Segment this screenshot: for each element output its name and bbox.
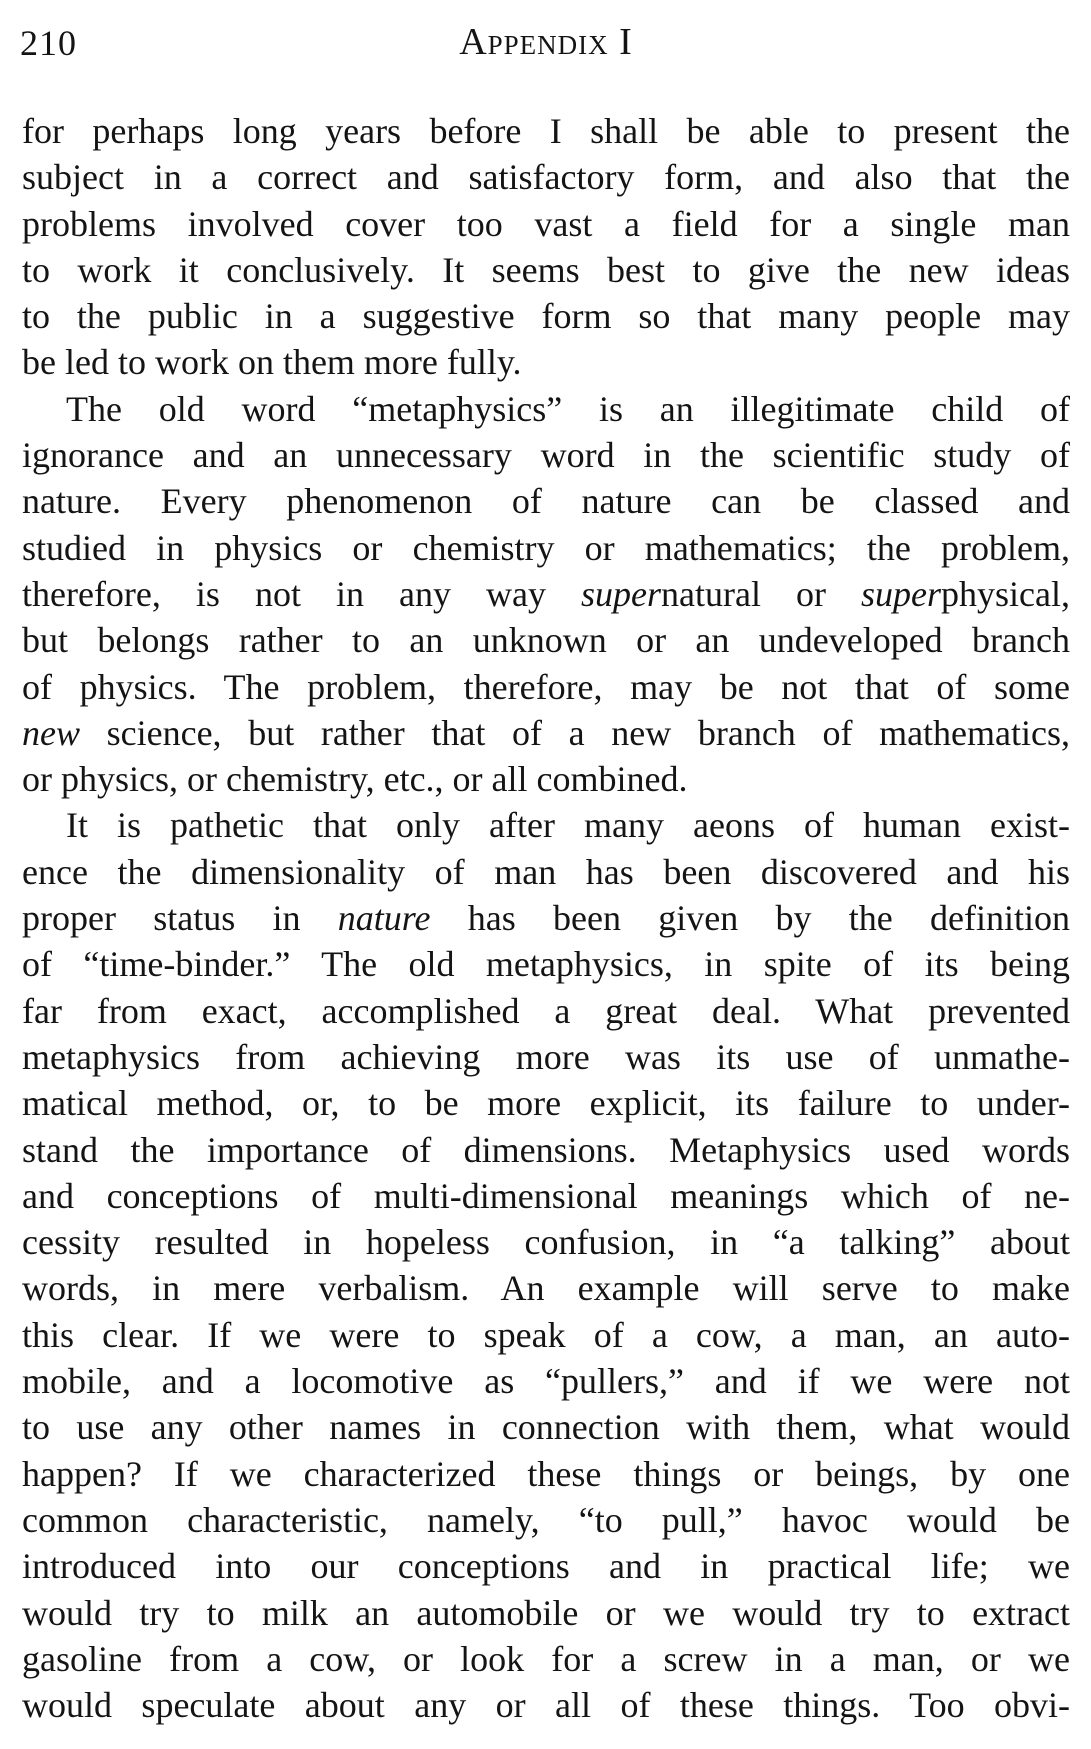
text-span: physical, bbox=[941, 573, 1070, 614]
italic-span: nature bbox=[337, 898, 431, 939]
text-span: proper status in bbox=[22, 898, 338, 939]
text-line: to the public in a suggestive form so that many people may bbox=[22, 296, 1070, 337]
text-line: gasoline from a cow, or look for a screw in a man, or we bbox=[22, 1638, 1070, 1679]
text-line: stand the importance of dimensions. Metaphysics used words bbox=[22, 1129, 1070, 1170]
text-line: happen? If we characterized these things or beings, by one bbox=[22, 1453, 1070, 1494]
text-line: of physics. The problem, therefore, may be not that of some bbox=[22, 666, 1070, 707]
text-line bbox=[22, 710, 1070, 756]
text-line: but belongs rather to an unknown or an undeveloped branch bbox=[22, 620, 1070, 661]
text-line: ence the dimensionality of man has been discovered and his bbox=[22, 851, 1070, 892]
text-line: subject in a correct and satisfactory form, and also that the bbox=[22, 157, 1070, 198]
text-line: words, in mere verbalism. An example will serve to make bbox=[22, 1268, 1070, 1309]
text-line: this clear. If we were to speak of a cow, a man, an auto- bbox=[22, 1314, 1070, 1355]
text-line bbox=[22, 895, 1070, 941]
text-line: nature. Every phenomenon of nature can be classed and bbox=[22, 481, 1070, 522]
text-line: introduced into our conceptions and in practical life; we bbox=[22, 1546, 1070, 1587]
text-line: for perhaps long years before I shall be able to present the bbox=[22, 111, 1070, 151]
text-line: studied in physics or chemistry or mathematics; the problem, bbox=[22, 527, 1070, 568]
italic-span: new bbox=[22, 712, 80, 753]
body-text bbox=[22, 108, 1070, 1728]
text-line: and conceptions of multi-dimensional meanings which of ne- bbox=[22, 1175, 1070, 1216]
text-line: It is pathetic that only after many aeons of human exist- bbox=[66, 805, 1070, 846]
text-line: common characteristic, namely, “to pull,” havoc would be bbox=[22, 1499, 1070, 1540]
text-line: The old word “metaphysics” is an illegitimate child of bbox=[66, 388, 1070, 429]
text-line: ignorance and an unnecessary word in the scientific study of bbox=[22, 435, 1070, 476]
text-line: mobile, and a locomotive as “pullers,” and if we were not bbox=[22, 1361, 1070, 1402]
text-line: or physics, or chemistry, etc., or all combined. bbox=[22, 759, 688, 800]
text-line: would try to milk an automobile or we would try to extract bbox=[22, 1592, 1070, 1633]
text-line: of “time-binder.” The old metaphysics, in spite of its being bbox=[22, 944, 1070, 985]
text-line: matical method, or, to be more explicit, its failure to under- bbox=[22, 1083, 1070, 1124]
text-span: therefore, is not in any way bbox=[22, 573, 582, 614]
text-line: metaphysics from achieving more was its use of unmathe- bbox=[22, 1036, 1070, 1077]
text-line: problems involved cover too vast a field for a single man bbox=[22, 203, 1070, 244]
page-header bbox=[20, 14, 1072, 74]
italic-span: super bbox=[581, 573, 662, 614]
text-line: to work it conclusively. It seems best to give the new ideas bbox=[22, 249, 1070, 290]
text-line: be led to work on them more fully. bbox=[22, 342, 522, 383]
text-span: science, but rather that of a new branch of mathematics, bbox=[80, 712, 1070, 753]
text-span: has been given by the definition bbox=[430, 898, 1070, 939]
text-span: natural or bbox=[661, 573, 862, 614]
italic-span: super bbox=[861, 573, 942, 614]
text-line: far from exact, accomplished a great deal. What prevented bbox=[22, 990, 1070, 1031]
text-line: cessity resulted in hopeless confusion, in “a talking” about bbox=[22, 1222, 1070, 1263]
running-head: Appendix I bbox=[459, 21, 633, 63]
page-number: 210 bbox=[20, 23, 77, 63]
text-line bbox=[22, 571, 1070, 617]
text-line: would speculate about any or all of these things. Too obvi- bbox=[22, 1685, 1070, 1726]
text-line: to use any other names in connection with them, what would bbox=[22, 1407, 1070, 1448]
